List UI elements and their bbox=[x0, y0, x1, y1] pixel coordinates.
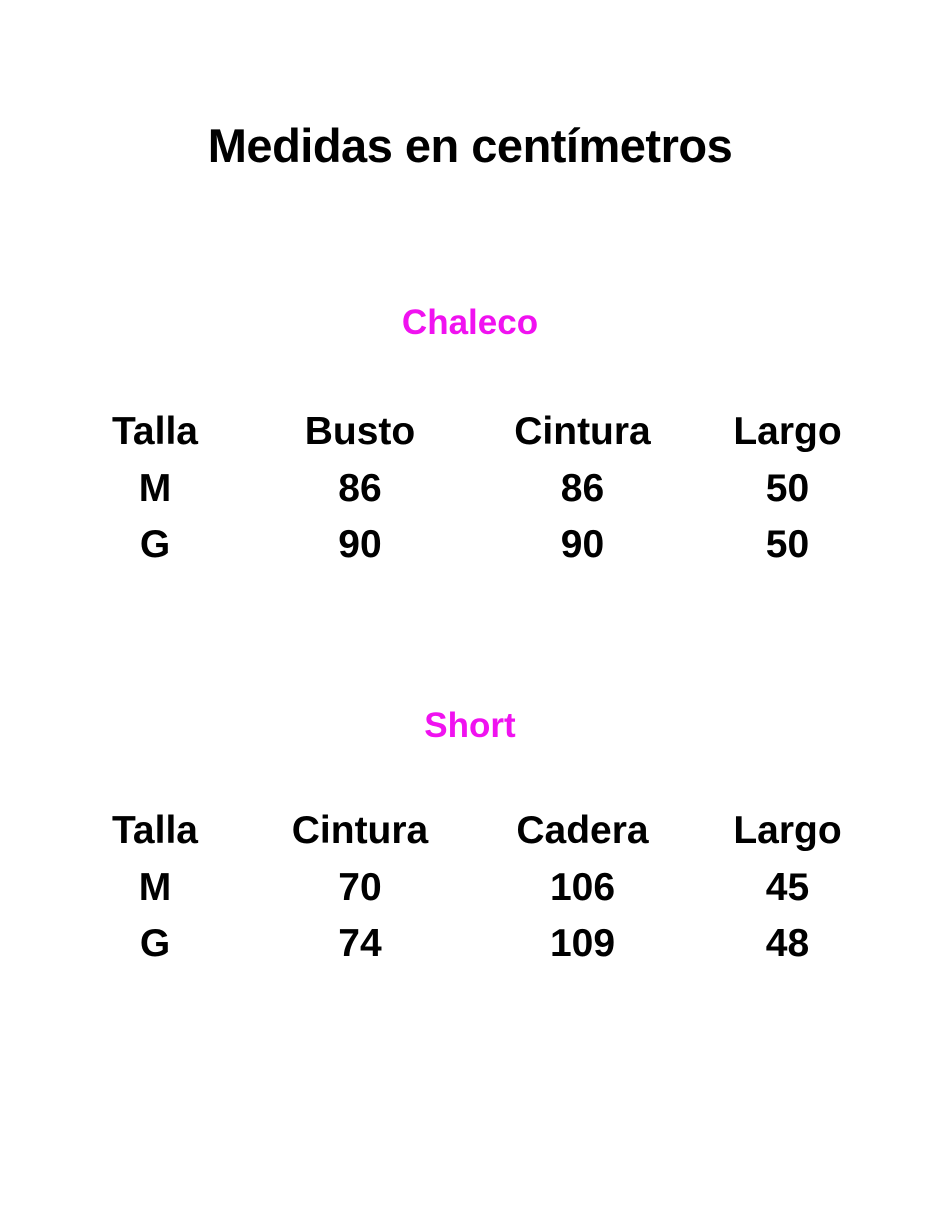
section-title-short: Short bbox=[424, 705, 516, 745]
cell-cintura: 70 bbox=[338, 865, 382, 909]
page-title: Medidas en centímetros bbox=[207, 119, 733, 172]
cell-talla: G bbox=[139, 922, 171, 966]
cell-busto: 90 bbox=[338, 523, 382, 567]
column-header-cintura: Cintura bbox=[291, 809, 429, 853]
column-header-largo: Largo bbox=[733, 809, 842, 853]
section-short bbox=[0, 574, 940, 973]
short-size-table bbox=[60, 803, 880, 973]
cell-busto: 86 bbox=[338, 466, 382, 510]
cell-largo: 45 bbox=[765, 865, 810, 909]
column-header-talla: Talla bbox=[112, 809, 198, 853]
table-row bbox=[60, 860, 880, 917]
cell-largo: 48 bbox=[765, 922, 810, 966]
cell-cintura: 86 bbox=[560, 466, 605, 510]
column-header-busto: Busto bbox=[304, 410, 416, 454]
table-row bbox=[60, 916, 880, 973]
column-header-cadera: Cadera bbox=[516, 809, 649, 853]
column-header-talla: Talla bbox=[112, 410, 198, 454]
cell-talla: M bbox=[138, 466, 172, 510]
table-row bbox=[60, 461, 880, 518]
cell-cadera: 106 bbox=[549, 865, 616, 909]
cell-cintura: 90 bbox=[560, 523, 605, 567]
chaleco-size-table bbox=[60, 404, 880, 574]
column-header-largo: Largo bbox=[733, 410, 842, 454]
column-header-cintura: Cintura bbox=[514, 410, 651, 454]
cell-cintura: 74 bbox=[338, 922, 382, 966]
table-row bbox=[60, 517, 880, 574]
cell-talla: M bbox=[138, 865, 172, 909]
table-header-row bbox=[60, 803, 880, 860]
section-chaleco bbox=[0, 172, 940, 574]
section-title-chaleco: Chaleco bbox=[401, 302, 539, 342]
cell-largo: 50 bbox=[765, 466, 810, 510]
cell-talla: G bbox=[139, 523, 171, 567]
table-header-row bbox=[60, 404, 880, 461]
cell-cadera: 109 bbox=[549, 922, 616, 966]
cell-largo: 50 bbox=[765, 523, 810, 567]
